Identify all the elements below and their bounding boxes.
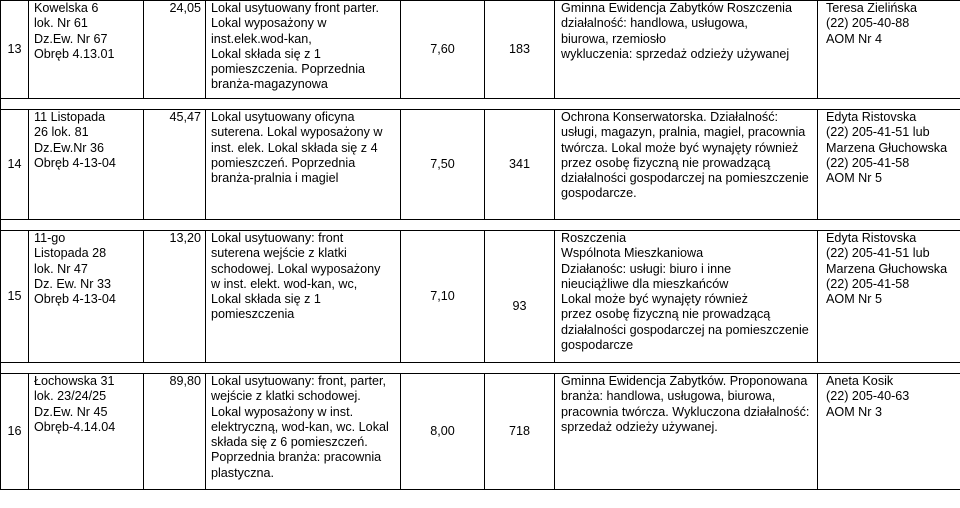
notes-line: przez osobę fizyczną nie prowadzącą xyxy=(561,155,771,170)
address-line: Obręb-4.14.04 xyxy=(34,419,116,434)
contact-line: Marzena Głuchowska xyxy=(826,261,948,276)
address-line: 11-go xyxy=(34,231,66,245)
notes-line: przez osobę fizyczną nie prowadzącą xyxy=(561,307,771,322)
notes-line: gospodarcze. xyxy=(561,186,637,201)
rate-cell: 8,00 xyxy=(401,374,485,490)
address-line: Obręb 4-13-04 xyxy=(34,155,116,170)
description-line: Lokal wyposażony w xyxy=(211,16,327,31)
contact-line: Teresa Zielińska xyxy=(826,1,917,15)
description-cell xyxy=(206,374,401,490)
contact-line: AOM Nr 5 xyxy=(826,292,882,307)
description-line: składa się z 6 pomieszczeń. xyxy=(211,435,368,450)
description-line: Lokal usytuowany: front, parter, xyxy=(211,374,387,388)
description-line: Poprzednia branża: pracownia xyxy=(211,450,382,465)
notes-line: Gminna Ewidencja Zabytków Roszczenia xyxy=(561,1,792,15)
area-cell: 89,80 xyxy=(144,374,206,490)
row-number: 15 xyxy=(1,231,29,363)
contact-cell xyxy=(818,231,960,363)
contact-line: (22) 205-41-51 lub xyxy=(826,125,930,140)
address-cell xyxy=(29,231,144,363)
address-line: Listopada 28 xyxy=(34,246,107,261)
table-row xyxy=(1,374,960,490)
address-line: lok. 23/24/25 xyxy=(34,389,107,404)
address-cell xyxy=(29,1,144,99)
table-row xyxy=(1,231,960,363)
description-line: Lokal składa się z 1 xyxy=(211,292,321,307)
notes-cell xyxy=(555,231,818,363)
description-cell xyxy=(206,110,401,220)
contact-line: Marzena Głuchowska xyxy=(826,140,948,155)
address-line: Obręb 4.13.01 xyxy=(34,46,115,61)
description-line: Lokal wyposażony w inst. xyxy=(211,404,354,419)
notes-line: działalności gospodarczej na pomieszczenie xyxy=(561,322,809,337)
description-line: Lokal usytuowany: front xyxy=(211,231,344,245)
notes-line: twórcza. Lokal może być wynajęty również xyxy=(561,140,799,155)
notes-line: gospodarcze xyxy=(561,338,634,353)
description-line: plastyczna. xyxy=(211,465,274,480)
description-line: w inst. elekt. wod-kan, wc, xyxy=(211,276,358,291)
description-line: Lokal usytuowany front parter. xyxy=(211,1,380,15)
table-row xyxy=(1,1,960,99)
address-line: 26 lok. 81 xyxy=(34,125,89,140)
contact-line: Aneta Kosik xyxy=(826,374,894,388)
address-line: Dz.Ew. Nr 67 xyxy=(34,31,108,46)
address-line: Kowelska 6 xyxy=(34,1,99,15)
area-cell: 13,20 xyxy=(144,231,206,363)
contact-line: AOM Nr 3 xyxy=(826,404,882,419)
contact-line: (22) 205-41-58 xyxy=(826,155,910,170)
notes-line: Działanośc: usługi: biuro i inne xyxy=(561,261,732,276)
address-line: 11 Listopada xyxy=(34,110,106,124)
description-line: pomieszczeń. Poprzednia xyxy=(211,155,356,170)
row-spacer xyxy=(1,99,960,110)
notes-line: pracownia twórcza. Wykluczona działalność: xyxy=(561,404,810,419)
rate-cell: 7,50 xyxy=(401,110,485,220)
notes-line: Lokal może być wynajęty również xyxy=(561,292,748,307)
monthly-rent-cell: 93 xyxy=(485,231,555,363)
description-line: pomieszczenia. Poprzednia xyxy=(211,62,366,77)
description-line: Lokal składa się z 1 xyxy=(211,46,321,61)
monthly-rent-cell: 183 xyxy=(485,1,555,99)
row-number: 14 xyxy=(1,110,29,220)
contact-line: (22) 205-40-63 xyxy=(826,389,910,404)
address-cell xyxy=(29,374,144,490)
description-line: Lokal usytuowany oficyna xyxy=(211,110,355,124)
notes-line: Wspólnota Mieszkaniowa xyxy=(561,246,704,261)
notes-cell xyxy=(555,110,818,220)
address-line: Obręb 4-13-04 xyxy=(34,292,116,307)
rate-cell: 7,60 xyxy=(401,1,485,99)
notes-line: Roszczenia xyxy=(561,231,627,245)
row-number: 13 xyxy=(1,1,29,99)
contact-line: Edyta Ristovska xyxy=(826,110,917,124)
notes-cell xyxy=(555,1,818,99)
notes-line: sprzedaż odzieży używanej. xyxy=(561,419,718,434)
row-number: 16 xyxy=(1,374,29,490)
address-line: Dz.Ew.Nr 36 xyxy=(34,140,104,155)
description-line: suterena. Lokal wyposażony w xyxy=(211,125,383,140)
row-spacer xyxy=(1,220,960,231)
monthly-rent-cell: 718 xyxy=(485,374,555,490)
rate-cell: 7,10 xyxy=(401,231,485,363)
address-line: lok. Nr 47 xyxy=(34,261,88,276)
description-line: wejście z klatki schodowej. xyxy=(211,389,361,404)
description-cell xyxy=(206,231,401,363)
address-line: Dz. Ew. Nr 33 xyxy=(34,276,111,291)
notes-line: działalności gospodarczej na pomieszczenie xyxy=(561,171,809,186)
notes-cell xyxy=(555,374,818,490)
notes-line: usługi, magazyn, pralnia, magiel, pracownia xyxy=(561,125,806,140)
address-cell xyxy=(29,110,144,220)
description-cell xyxy=(206,1,401,99)
monthly-rent-cell: 341 xyxy=(485,110,555,220)
notes-line: nieuciążliwe dla mieszkańców xyxy=(561,276,729,291)
contact-cell xyxy=(818,374,960,490)
address-line: Dz.Ew. Nr 45 xyxy=(34,404,108,419)
notes-line: wykluczenia: sprzedaż odzieży używanej xyxy=(561,46,790,61)
area-cell: 24,05 xyxy=(144,1,206,99)
description-line: schodowej. Lokal wyposażony xyxy=(211,261,381,276)
contact-line: (22) 205-40-88 xyxy=(826,16,910,31)
description-line: pomieszczenia xyxy=(211,307,295,322)
notes-line: branża: handlowa, usługowa, biurowa, xyxy=(561,389,776,404)
contact-line: Edyta Ristovska xyxy=(826,231,917,245)
notes-line: Ochrona Konserwatorska. Działalność: xyxy=(561,110,778,124)
notes-line: biurowa, rzemiosło xyxy=(561,31,666,46)
contact-cell xyxy=(818,1,960,99)
table-row xyxy=(1,110,960,220)
area-cell: 45,47 xyxy=(144,110,206,220)
contact-line: (22) 205-41-58 xyxy=(826,276,910,291)
description-line: branża-pralnia i magiel xyxy=(211,171,339,186)
notes-line: działalność: handlowa, usługowa, xyxy=(561,16,748,31)
description-line: inst.elek.wod-kan, xyxy=(211,31,312,46)
contact-cell xyxy=(818,110,960,220)
description-line: suterena wejście z klatki xyxy=(211,246,347,261)
contact-line: AOM Nr 4 xyxy=(826,31,882,46)
address-line: Łochowska 31 xyxy=(34,374,115,388)
row-spacer xyxy=(1,363,960,374)
notes-line: Gminna Ewidencja Zabytków. Proponowana xyxy=(561,374,808,388)
description-line: elektryczną, wod-kan, wc. Lokal xyxy=(211,419,389,434)
contact-line: (22) 205-41-51 lub xyxy=(826,246,930,261)
contact-line: AOM Nr 5 xyxy=(826,171,882,186)
description-line: branża-magazynowa xyxy=(211,77,328,92)
description-line: inst. elek. Lokal składa się z 4 xyxy=(211,140,378,155)
address-line: lok. Nr 61 xyxy=(34,16,88,31)
